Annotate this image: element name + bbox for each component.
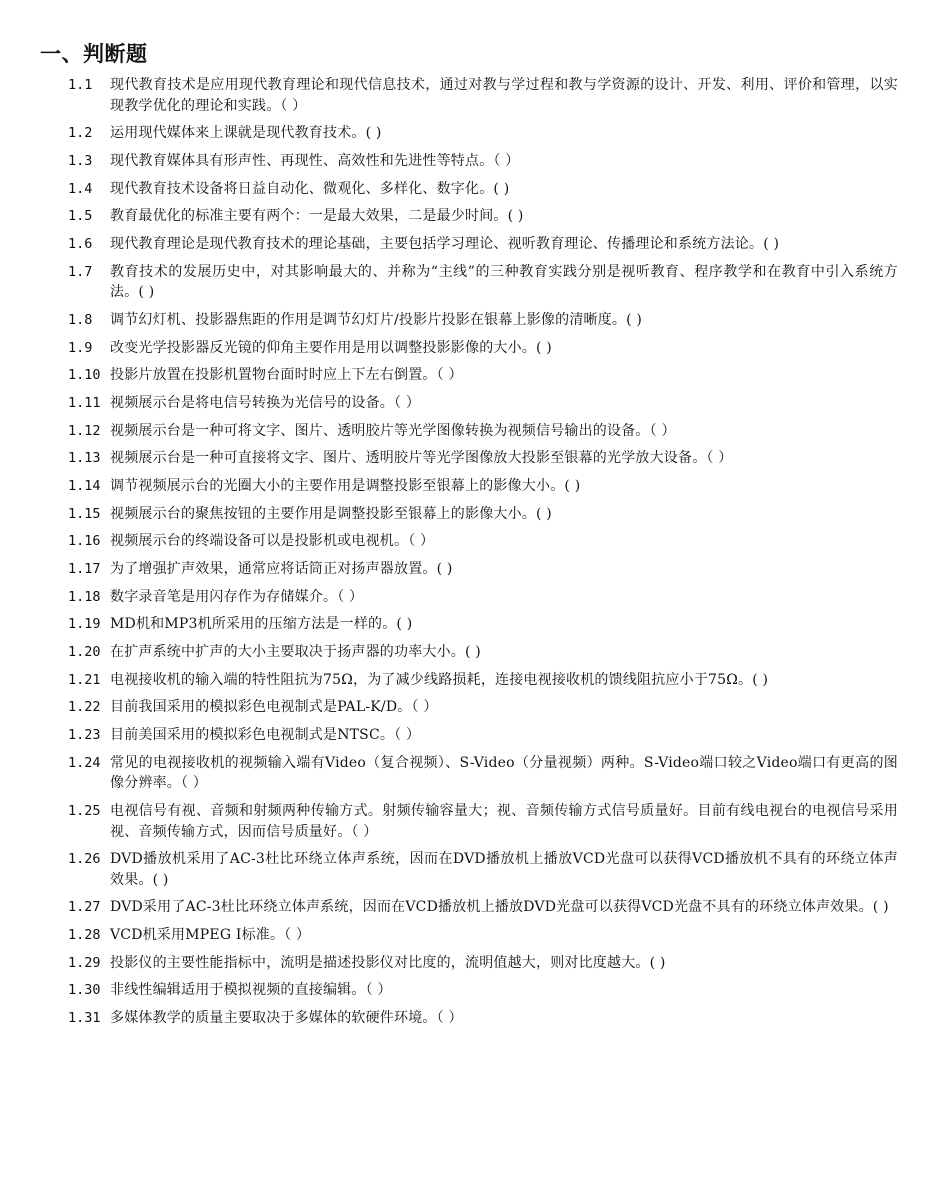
question-text: 改变光学投影器反光镜的仰角主要作用是用以调整投影影像的大小。( ): [110, 339, 552, 356]
question-item: [0, 75, 950, 116]
question-number: 1.10: [68, 367, 101, 384]
question-number: 1.26: [68, 851, 101, 868]
question-text: 视频展示台的聚焦按钮的主要作用是调整投影至银幕上的影像大小。( ): [110, 505, 552, 522]
question-number: 1.2: [68, 125, 93, 142]
question-text: 现代教育理论是现代教育技术的理论基础，主要包括学习理论、视听教育理论、传播理论和系统方法论。( ): [110, 235, 780, 252]
question-item: [0, 801, 950, 842]
question-item: [0, 234, 950, 255]
question-number: 1.22: [68, 699, 101, 716]
question-item: [0, 953, 950, 974]
question-text: MD机和MP3机所采用的压缩方法是一样的。( ): [110, 616, 413, 633]
question-number: 1.3: [68, 152, 93, 169]
question-item: [0, 262, 950, 303]
question-number: 1.4: [68, 180, 93, 197]
question-text: 目前我国采用的模拟彩色电视制式是PAL-K/D。（ ）: [110, 699, 438, 716]
page-bottom-edge: [0, 1131, 950, 1177]
question-text: 为了增强扩声效果，通常应将话筒正对扬声器放置。( ): [110, 561, 453, 577]
question-number: 1.31: [68, 1010, 101, 1027]
question-item: [0, 476, 950, 497]
question-number: 1.27: [68, 899, 101, 916]
question-number: 1.24: [68, 754, 101, 771]
question-number: 1.19: [68, 616, 101, 633]
question-text: 视频展示台是将电信号转换为光信号的设备。（ ）: [110, 394, 421, 411]
question-number: 1.16: [68, 533, 101, 550]
question-item: [0, 123, 950, 144]
question-text: 现代教育技术设备将日益自动化、微观化、多样化、数字化。( ): [110, 180, 510, 197]
question-number: 1.15: [68, 505, 101, 522]
question-text: 投影片放置在投影机置物台面时时应上下左右倒置。（ ）: [110, 367, 463, 384]
question-item: [0, 531, 950, 552]
question-number: 1.11: [68, 394, 101, 411]
question-item: [0, 697, 950, 718]
question-text: 常见的电视接收机的视频输入端有Video（复合视频）、S-Video（分量视频）两种。S-Video端口较之Video端口有更高的图像分辨率。（ ）: [110, 754, 898, 792]
question-number: 1.6: [68, 235, 93, 252]
question-item: [0, 1008, 950, 1029]
question-number: 1.28: [68, 927, 101, 944]
question-item: [0, 151, 950, 172]
question-text: 多媒体教学的质量主要取决于多媒体的软硬件环境。（ ）: [110, 1010, 463, 1027]
question-number: 1.13: [68, 450, 101, 467]
question-number: 1.8: [68, 311, 93, 328]
question-text: 视频展示台是一种可将文字、图片、透明胶片等光学图像转换为视频信号输出的设备。（ ）: [110, 422, 676, 439]
question-item: [0, 179, 950, 200]
question-item: [0, 365, 950, 386]
question-text: 数字录音笔是用闪存作为存储媒介。（ ）: [110, 588, 364, 605]
question-number: 1.12: [68, 422, 101, 439]
question-number: 1.29: [68, 954, 101, 971]
question-item: [0, 393, 950, 414]
question-text: 电视接收机的输入端的特性阻抗为75Ω，为了减少线路损耗，连接电视接收机的馈线阻抗应小于75Ω。( ): [110, 671, 769, 688]
question-text: VCD机采用MPEG Ⅰ标准。（ ）: [110, 927, 311, 944]
question-number: 1.9: [68, 339, 93, 356]
question-item: [0, 725, 950, 746]
question-item: [0, 587, 950, 608]
section-title: 一、判断题: [40, 42, 148, 66]
question-text: 调节视频展示台的光圈大小的主要作用是调整投影至银幕上的影像大小。( ): [110, 477, 581, 494]
question-text: 视频展示台的终端设备可以是投影机或电视机。（ ）: [110, 533, 435, 550]
question-item: [0, 206, 950, 227]
question-text: 现代教育媒体具有形声性、再现性、高效性和先进性等特点。（ ）: [110, 152, 520, 169]
question-text: 教育技术的发展历史中，对其影响最大的、并称为“主线”的三种教育实践分别是视听教育、程序教学和在教育中引入系统方法。( ): [110, 263, 898, 301]
question-text: 非线性编辑适用于模拟视频的直接编辑。（ ）: [110, 982, 392, 999]
question-text: 现代教育技术是应用现代教育理论和现代信息技术，通过对教与学过程和教与学资源的设计、开发、利用、评价和管理，以实现教学优化的理论和实践。（ ）: [110, 77, 898, 114]
question-number: 1.21: [68, 671, 101, 688]
question-item: [0, 338, 950, 359]
question-item: [0, 642, 950, 663]
question-item: [0, 849, 950, 890]
question-item: [0, 310, 950, 331]
question-item: [0, 614, 950, 635]
question-text: DVD播放机采用了AC-3杜比环绕立体声系统，因而在DVD播放机上播放VCD光盘可以获得VCD播放机不具有的环绕立体声效果。( ): [110, 851, 898, 888]
question-text: 调节幻灯机、投影器焦距的作用是调节幻灯片/投影片投影在银幕上影像的清晰度。( ): [110, 311, 643, 328]
question-text: 运用现代媒体来上课就是现代教育技术。( ): [110, 125, 382, 142]
question-item: [0, 670, 950, 691]
question-text: 目前美国采用的模拟彩色电视制式是NTSC。（ ）: [110, 727, 421, 744]
question-text: 投影仪的主要性能指标中，流明是描述投影仪对比度的，流明值越大，则对比度越大。( ): [110, 954, 666, 971]
question-number: 1.23: [68, 727, 101, 744]
question-item: [0, 980, 950, 1001]
question-text: 在扩声系统中扩声的大小主要取决于扬声器的功率大小。( ): [110, 644, 481, 661]
question-text: 电视信号有视、音频和射频两种传输方式。射频传输容量大；视、音频传输方式信号质量好。目前有线电视台的电视信号采用视、音频传输方式，因而信号质量好。（ ）: [110, 803, 898, 840]
question-number: 1.30: [68, 982, 101, 999]
question-number: 1.17: [68, 561, 101, 577]
question-text: 教育最优化的标准主要有两个：一是最大效果，二是最少时间。( ): [110, 208, 524, 225]
question-number: 1.5: [68, 208, 93, 225]
question-item: [0, 448, 950, 469]
question-number: 1.18: [68, 588, 101, 605]
question-list: [0, 75, 950, 1036]
question-item: [0, 925, 950, 946]
question-number: 1.14: [68, 477, 101, 494]
question-number: 1.1: [68, 77, 93, 93]
question-text: 视频展示台是一种可直接将文字、图片、透明胶片等光学图像放大投影至银幕的光学放大设备。（ ）: [110, 450, 733, 467]
question-item: [0, 753, 950, 794]
question-number: 1.20: [68, 644, 101, 661]
question-text: DVD采用了AC-3杜比环绕立体声系统，因而在VCD播放机上播放DVD光盘可以获得VCD光盘不具有的环绕立体声效果。( ): [110, 899, 889, 916]
question-item: [0, 897, 950, 918]
question-item: [0, 504, 950, 525]
question-item: [0, 421, 950, 442]
question-item: [0, 559, 950, 580]
question-number: 1.7: [68, 263, 93, 280]
question-number: 1.25: [68, 803, 101, 819]
